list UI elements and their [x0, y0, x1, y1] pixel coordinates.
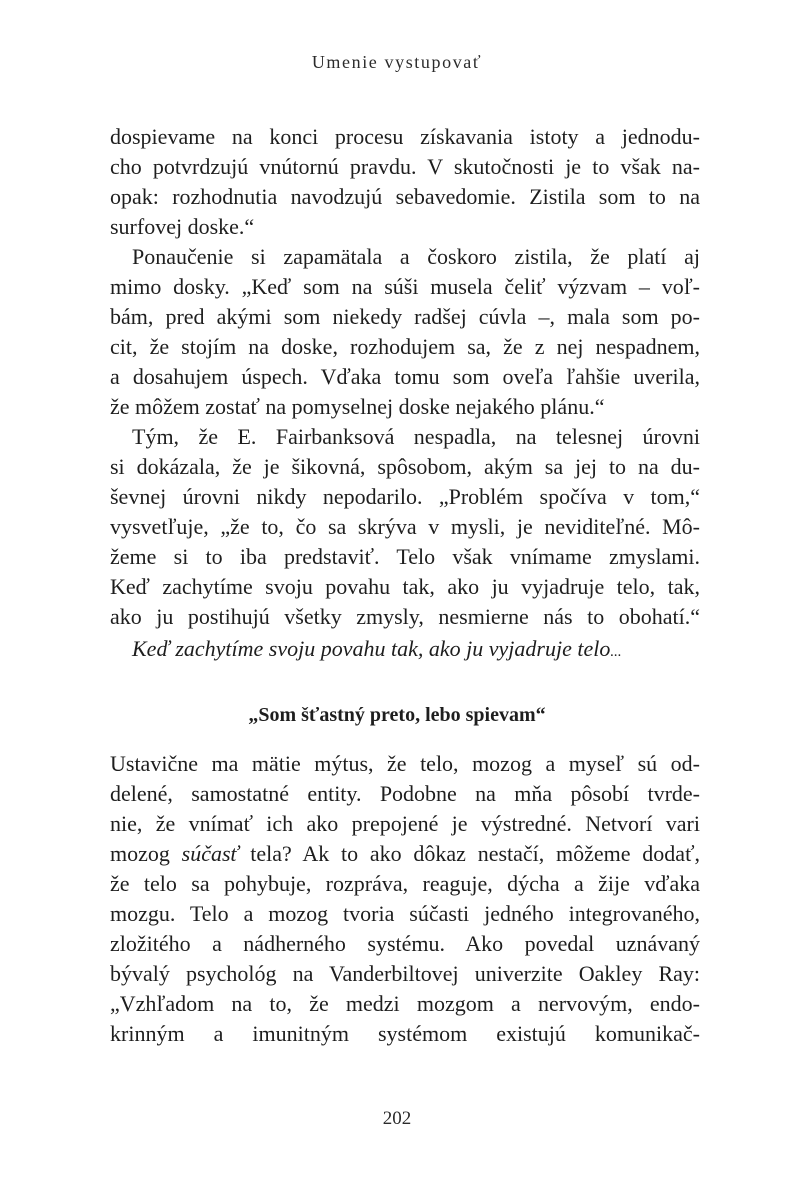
page-number: 202: [382, 1108, 412, 1129]
paragraph-line: opak: rozhodnutia navodzujú sebavedomie. Zistila som to na: [110, 184, 700, 209]
paragraph-line: surfovej doske.“: [110, 214, 255, 239]
italic-quote-ellipsis: ...: [610, 644, 622, 660]
paragraph-line: vysvetľuje, „že to, čo sa skrýva v mysli, je neviditeľné. Mô-: [110, 514, 700, 539]
emphasized-word: súčasť: [181, 841, 239, 866]
italic-quote: [132, 634, 622, 667]
paragraph-line: [110, 839, 700, 869]
line-segment: mozog: [110, 841, 182, 866]
paragraph-line: ako ju postihujú všetky zmysly, nesmierne nás to obohatí.“: [110, 604, 700, 629]
paragraph-line: bývalý psychológ na Vanderbiltovej univerzite Oakley Ray:: [110, 961, 700, 986]
section-heading: „Som šťastný preto, lebo spievam“: [248, 704, 546, 726]
paragraph-line: „Vzhľadom na to, že medzi mozgom a nervovým, endo-: [110, 991, 700, 1016]
paragraph-line: delené, samostatné entity. Podobne na mňa pôsobí tvrde-: [110, 781, 700, 806]
paragraph-line: že môžem zostať na pomyselnej doske nejakého plánu.“: [110, 394, 605, 419]
paragraph-line: Tým, že E. Fairbanksová nespadla, na telesnej úrovni: [132, 424, 700, 449]
paragraph-line: nie, že vnímať ich ako prepojené je výstredné. Netvorí vari: [110, 811, 700, 836]
running-head: Umenie vystupovať: [311, 52, 483, 72]
paragraph-line: ševnej úrovni nikdy nepodarilo. „Problém spočíva v tom,“: [110, 484, 700, 509]
paragraph-line: žeme si to iba predstaviť. Telo však vnímame zmyslami.: [110, 544, 700, 569]
paragraph-line: zložitého a nádherného systému. Ako povedal uznávaný: [110, 931, 700, 956]
paragraph-line: cho potvrdzujú vnútornú pravdu. V skutočnosti je to však na-: [110, 154, 700, 179]
paragraph-line: Ponaučenie si zapamätala a čoskoro zistila, že platí aj: [132, 244, 700, 269]
paragraph-line: mimo dosky. „Keď som na súši musela čeliť výzvam – voľ-: [110, 274, 700, 299]
paragraph-line: Ustavične ma mätie mýtus, že telo, mozog a myseľ sú od-: [110, 751, 700, 776]
paragraph-line: Keď zachytíme svoju povahu tak, ako ju vyjadruje telo, tak,: [110, 574, 700, 599]
paragraph-line: cit, že stojím na doske, rozhodujem sa, že z nej nespadnem,: [110, 334, 700, 359]
text-block-upper: [110, 122, 700, 632]
paragraph-line: že telo sa pohybuje, rozpráva, reaguje, dýcha a žije vďaka: [110, 871, 700, 896]
paragraph-line: dospievame na konci procesu získavania istoty a jednodu-: [110, 124, 700, 149]
text-block-lower: [110, 749, 700, 1049]
paragraph-line: mozgu. Telo a mozog tvoria súčasti jedného integrovaného,: [110, 901, 700, 926]
paragraph-line: si dokázala, že je šikovná, spôsobom, akým sa jej to na du-: [110, 454, 700, 479]
italic-quote-text: Keď zachytíme svoju povahu tak, ako ju vyjadruje telo: [132, 636, 611, 661]
line-segment: tela? Ak to ako dôkaz nestačí, môžeme dodať,: [238, 841, 700, 866]
paragraph-line: bám, pred akými som niekedy radšej cúvla –, mala som po-: [110, 304, 700, 329]
paragraph-line: a dosahujem úspech. Vďaka tomu som oveľa ľahšie uverila,: [110, 364, 700, 389]
paragraph-line: krinným a imunitným systémom existujú komunikač-: [110, 1021, 700, 1046]
